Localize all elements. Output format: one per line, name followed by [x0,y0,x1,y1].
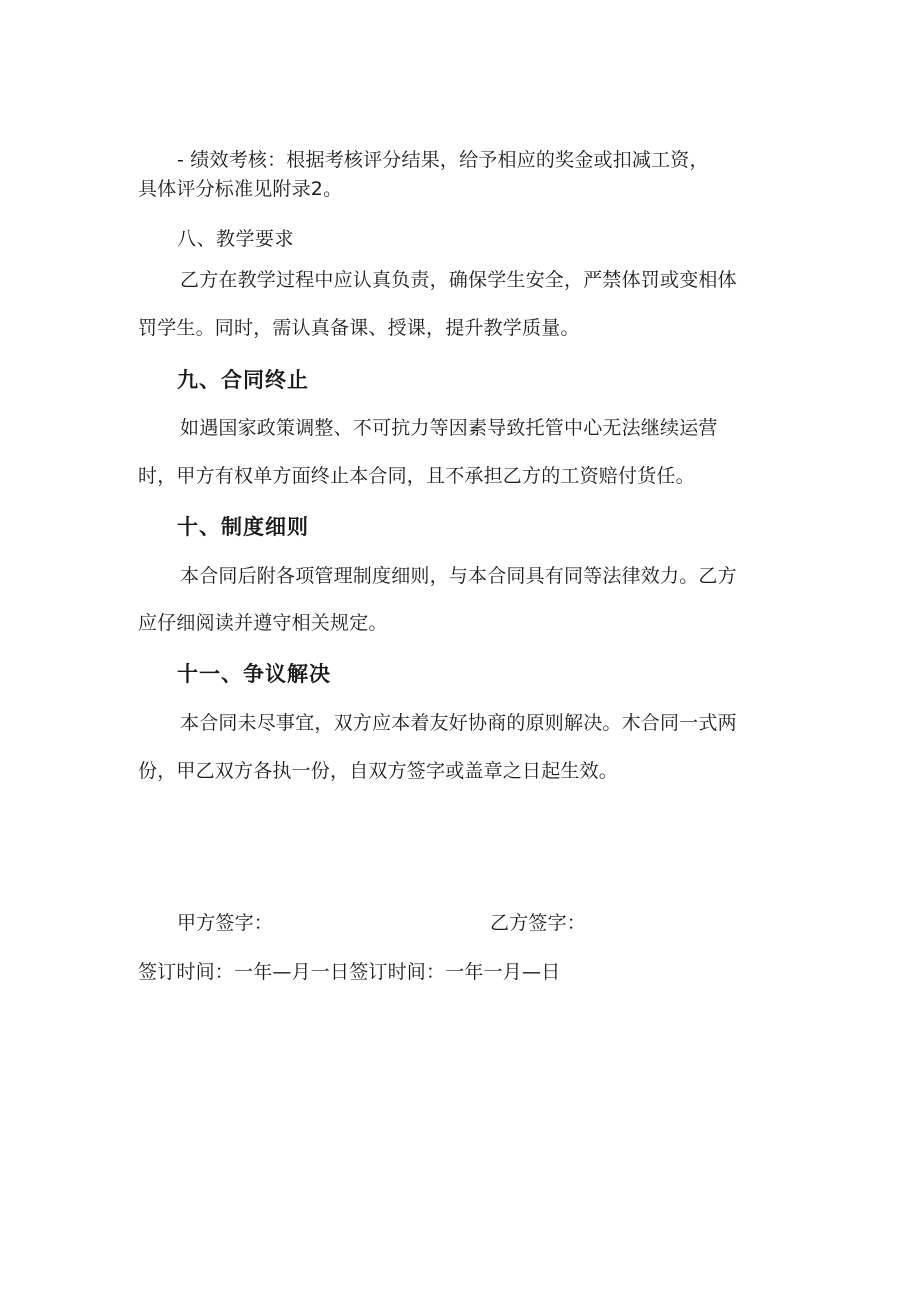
section-11-heading: 十一、争议解决 [177,662,331,686]
section-9-line-2: 时，甲方有权单方面终止本合同，且不承担乙方的工资赔付货任。 [138,465,695,487]
performance-line-1: - 绩效考核：根据考核评分结果，给予相应的奖金或扣减工资， [177,149,709,171]
signing-dates: 签订时间：一年—月一日签订时间：一年一月—日 [138,961,561,983]
section-10-line-2: 应仔细阅读并遵守相关规定。 [138,612,388,634]
performance-line-2: 具体评分标准见附录2。 [138,178,343,200]
party-a-signature-label: 甲方签字： [177,912,274,934]
party-b-signature-label: 乙方签字： [490,912,587,934]
section-9-line-1: 如遇国家政策调整、不可抗力等因素导致托管中心无法继续运营 [180,417,718,439]
section-11-line-2: 份，甲乙双方各执一份，自双方签字或盖章之日起生效。 [138,760,619,782]
section-10-heading: 十、制度细则 [177,515,309,539]
section-9-heading: 九、合同终止 [177,368,309,392]
section-10-line-1: 本合同后附各项管理制度细则，与本合同具有同等法律效力。乙方 [180,565,737,587]
section-8-heading: 八、教学要求 [177,228,295,250]
section-8-line-1: 乙方在教学过程中应认真负责，确保学生安全，严禁体罚或变相体 [180,269,737,291]
section-11-line-1: 本合同未尽事宜，双方应本着友好协商的原则解决。木合同一式两 [180,712,737,734]
section-8-line-2: 罚学生。同时，需认真备课、授课，提升教学质量。 [138,317,580,339]
